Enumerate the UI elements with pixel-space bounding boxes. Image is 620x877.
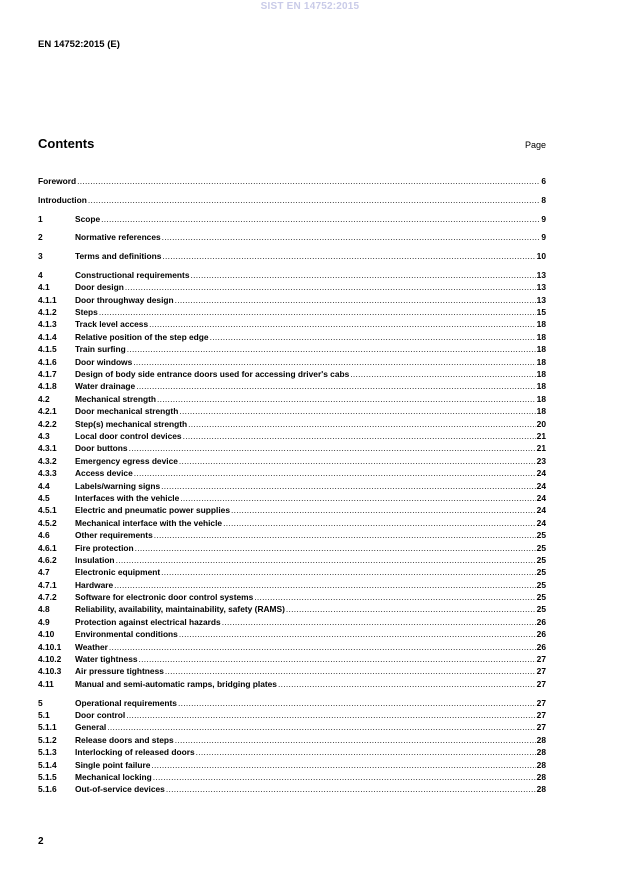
toc-entry-page: 26 <box>536 629 546 640</box>
toc-entry[interactable] <box>38 759 546 771</box>
toc-entry-page: 18 <box>536 406 546 417</box>
toc-entry-page: 6 <box>541 176 546 186</box>
toc-entry-page: 13 <box>536 294 546 305</box>
toc-entry-number: 4.6.2 <box>38 554 57 565</box>
toc-entry[interactable] <box>38 430 546 442</box>
toc-entry-page: 24 <box>536 505 546 516</box>
toc-dot-leader <box>196 746 536 758</box>
toc-entry-page: 25 <box>536 592 546 603</box>
toc-entry-number: 5.1 <box>38 709 50 720</box>
toc-entry-page: 28 <box>536 747 546 758</box>
toc-entry-title: Mechanical interface with the vehicle <box>75 517 223 528</box>
toc-entry-number: 4.2.2 <box>38 418 57 429</box>
toc-entry[interactable] <box>38 771 546 783</box>
toc-entry[interactable] <box>38 368 546 380</box>
toc-entry[interactable] <box>38 331 546 343</box>
toc-dot-leader <box>350 368 535 380</box>
toc-dot-leader <box>179 405 535 417</box>
toc-entry-number: 4.1 <box>38 282 50 293</box>
toc-entry[interactable] <box>38 269 546 281</box>
toc-entry[interactable] <box>38 418 546 430</box>
toc-dot-leader <box>222 616 536 628</box>
toc-entry-number: 4.11 <box>38 678 54 689</box>
toc-entry[interactable] <box>38 746 546 758</box>
toc-entry-title: Software for electronic door control systems <box>75 592 254 603</box>
toc-dot-leader <box>231 504 536 516</box>
toc-entry-title: Constructional requirements <box>75 269 190 280</box>
toc-dot-leader <box>180 492 535 504</box>
toc-entry-number: 5.1.3 <box>38 747 57 758</box>
toc-entry-page: 27 <box>536 709 546 720</box>
toc-entry-title: Door windows <box>75 356 133 367</box>
table-of-contents <box>38 175 546 796</box>
toc-entry-number: 4.3.1 <box>38 443 57 454</box>
toc-entry-title: Water drainage <box>75 381 136 392</box>
toc-dot-leader <box>136 380 535 392</box>
toc-entry-page: 25 <box>536 554 546 565</box>
toc-entry[interactable] <box>38 467 546 479</box>
toc-entry-page: 25 <box>536 579 546 590</box>
toc-entry[interactable] <box>38 616 546 628</box>
toc-dot-leader <box>175 294 536 306</box>
toc-entry-number: 4.1.7 <box>38 369 57 380</box>
toc-entry-title: Interlocking of released doors <box>75 747 195 758</box>
toc-entry-title: Environmental conditions <box>75 629 178 640</box>
toc-dot-leader <box>161 566 536 578</box>
toc-entry-number: 4 <box>38 269 43 280</box>
toc-entry-page: 25 <box>536 530 546 541</box>
toc-dot-leader <box>178 697 536 709</box>
toc-entry[interactable] <box>38 380 546 392</box>
toc-entry-number: 4.1.4 <box>38 331 57 342</box>
toc-entry[interactable] <box>38 213 546 225</box>
toc-entry[interactable] <box>38 281 546 293</box>
toc-entry-title: Interfaces with the vehicle <box>75 492 180 503</box>
toc-entry-title: Door control <box>75 709 126 720</box>
toc-entry-title: Air pressure tightness <box>75 666 164 677</box>
toc-entry-page: 27 <box>536 697 546 708</box>
toc-entry-title: Mechanical locking <box>75 771 152 782</box>
toc-entry-title: Track level access <box>75 319 149 330</box>
toc-entry-page: 27 <box>536 666 546 677</box>
toc-entry-number: 5.1.5 <box>38 771 57 782</box>
toc-entry[interactable] <box>38 628 546 640</box>
toc-entry-number: 4.3.2 <box>38 455 57 466</box>
toc-entry-number: 4.7 <box>38 567 50 578</box>
toc-entry-page: 9 <box>541 213 546 224</box>
toc-entry-number: 5.1.2 <box>38 734 57 745</box>
toc-entry-title: Foreword <box>38 176 77 186</box>
toc-entry-number: 4.1.8 <box>38 381 57 392</box>
toc-entry-number: 4.2.1 <box>38 406 57 417</box>
toc-entry[interactable] <box>38 393 546 405</box>
toc-entry-number: 2 <box>38 232 43 243</box>
toc-entry[interactable] <box>38 653 546 665</box>
toc-dot-leader <box>135 542 536 554</box>
toc-entry-number: 4.10.1 <box>38 641 62 652</box>
toc-entry-page: 21 <box>536 443 546 454</box>
toc-dot-leader <box>175 734 536 746</box>
toc-entry-page: 28 <box>536 784 546 795</box>
toc-entry-page: 28 <box>536 734 546 745</box>
toc-entry[interactable] <box>38 492 546 504</box>
toc-entry-page: 18 <box>536 356 546 367</box>
toc-dot-leader <box>154 529 536 541</box>
watermark: SIST EN 14752:2015 <box>260 1 360 12</box>
toc-entry-page: 27 <box>536 722 546 733</box>
toc-dot-leader <box>183 430 536 442</box>
toc-dot-leader <box>133 356 535 368</box>
toc-entry-title: Train surfing <box>75 344 126 355</box>
toc-dot-leader <box>162 250 535 262</box>
toc-entry-number: 4.8 <box>38 604 50 615</box>
toc-entry-page: 13 <box>536 282 546 293</box>
toc-entry-title: Other requirements <box>75 530 153 541</box>
toc-entry-number: 4.9 <box>38 616 50 627</box>
toc-entry-number: 4.6 <box>38 530 50 541</box>
toc-entry-page: 21 <box>536 430 546 441</box>
toc-dot-leader <box>129 442 536 454</box>
toc-entry-title: Terms and definitions <box>75 251 162 262</box>
toc-entry-number: 4.5 <box>38 492 50 503</box>
toc-entry-page: 18 <box>536 319 546 330</box>
toc-entry-page: 13 <box>536 269 546 280</box>
toc-entry-page: 28 <box>536 771 546 782</box>
toc-entry[interactable] <box>38 591 546 603</box>
toc-entry-page: 18 <box>536 393 546 404</box>
toc-entry[interactable] <box>38 709 546 721</box>
toc-dot-leader <box>107 721 535 733</box>
toc-entry-title: Relative position of the step edge <box>75 331 209 342</box>
toc-entry-page: 18 <box>536 381 546 392</box>
toc-entry-title: Introduction <box>38 194 87 205</box>
page-number: 2 <box>38 836 44 847</box>
toc-entry-title: Step(s) mechanical strength <box>75 418 188 429</box>
toc-entry-title: Reliability, availability, maintainability, safety (RAMS) <box>75 604 285 615</box>
toc-dot-leader <box>179 455 536 467</box>
toc-entry[interactable] <box>38 665 546 677</box>
toc-entry-page: 25 <box>536 604 546 615</box>
toc-entry[interactable] <box>38 721 546 733</box>
toc-entry[interactable] <box>38 405 546 417</box>
toc-entry-page: 20 <box>536 418 546 429</box>
document-id: EN 14752:2015 (E) <box>38 39 120 50</box>
toc-entry[interactable] <box>38 175 546 187</box>
toc-dot-leader <box>139 653 536 665</box>
toc-dot-leader <box>99 306 536 318</box>
toc-entry[interactable] <box>38 480 546 492</box>
toc-entry-page: 27 <box>536 654 546 665</box>
toc-entry[interactable] <box>38 250 546 262</box>
toc-entry[interactable] <box>38 603 546 615</box>
toc-entry[interactable] <box>38 697 546 709</box>
toc-entry-title: Fire protection <box>75 542 134 553</box>
toc-entry-title: Hardware <box>75 579 114 590</box>
toc-entry-number: 4.10 <box>38 629 55 640</box>
toc-dot-leader <box>88 194 540 206</box>
toc-entry[interactable] <box>38 783 546 795</box>
toc-dot-leader <box>162 231 541 243</box>
toc-entry-number: 4.3 <box>38 430 50 441</box>
toc-entry-title: Mechanical strength <box>75 393 156 404</box>
toc-entry-number: 4.1.5 <box>38 344 57 355</box>
toc-entry-page: 10 <box>536 251 546 262</box>
toc-entry-number: 5 <box>38 697 43 708</box>
toc-dot-leader <box>278 678 536 690</box>
toc-entry[interactable] <box>38 554 546 566</box>
toc-entry-number: 4.3.3 <box>38 468 57 479</box>
toc-entry-title: General <box>75 722 107 733</box>
toc-entry[interactable] <box>38 455 546 467</box>
toc-entry-title: Door throughway design <box>75 294 174 305</box>
toc-entry[interactable] <box>38 678 546 690</box>
toc-entry-title: Electronic equipment <box>75 567 161 578</box>
toc-entry-number: 4.5.1 <box>38 505 57 516</box>
toc-entry-page: 8 <box>541 194 546 205</box>
toc-entry-number: 4.10.2 <box>38 654 62 665</box>
contents-title: Contents <box>38 136 95 151</box>
toc-entry-title: Local door control devices <box>75 430 182 441</box>
toc-entry-number: 4.6.1 <box>38 542 57 553</box>
toc-entry-number: 5.1.1 <box>38 722 57 733</box>
toc-entry[interactable] <box>38 579 546 591</box>
toc-entry-number: 4.7.1 <box>38 579 57 590</box>
toc-entry-title: Access device <box>75 468 133 479</box>
toc-entry[interactable] <box>38 442 546 454</box>
toc-entry-title: Protection against electrical hazards <box>75 616 221 627</box>
toc-entry[interactable] <box>38 343 546 355</box>
toc-entry-title: Water tightness <box>75 654 138 665</box>
toc-entry-page: 24 <box>536 492 546 503</box>
toc-entry[interactable] <box>38 641 546 653</box>
toc-dot-leader <box>101 213 540 225</box>
toc-entry-number: 4.1.3 <box>38 319 57 330</box>
toc-entry-page: 18 <box>536 369 546 380</box>
toc-dot-leader <box>286 603 536 615</box>
toc-dot-leader <box>223 517 536 529</box>
toc-entry-page: 18 <box>536 331 546 342</box>
toc-entry-page: 23 <box>536 455 546 466</box>
toc-entry-title: Electric and pneumatic power supplies <box>75 505 230 516</box>
toc-entry-page: 25 <box>536 542 546 553</box>
toc-entry-page: 25 <box>536 567 546 578</box>
toc-entry-title: Operational requirements <box>75 697 177 708</box>
toc-entry-page: 27 <box>536 678 546 689</box>
toc-entry-title: Weather <box>75 641 108 652</box>
toc-entry-number: 4.10.3 <box>38 666 62 677</box>
toc-entry-page: 28 <box>536 759 546 770</box>
toc-entry-title: Insulation <box>75 554 115 565</box>
toc-entry-page: 24 <box>536 517 546 528</box>
toc-dot-leader <box>190 269 535 281</box>
toc-entry-title: Single point failure <box>75 759 151 770</box>
toc-entry-title: Out-of-service devices <box>75 784 165 795</box>
toc-entry[interactable] <box>38 504 546 516</box>
toc-dot-leader <box>134 467 536 479</box>
toc-entry-page: 15 <box>536 307 546 318</box>
toc-entry-page: 9 <box>541 232 546 243</box>
toc-entry[interactable] <box>38 566 546 578</box>
toc-entry[interactable] <box>38 231 546 243</box>
toc-dot-leader <box>116 554 536 566</box>
toc-dot-leader <box>210 331 536 343</box>
toc-entry-title: Steps <box>75 307 98 318</box>
toc-entry-title: Release doors and steps <box>75 734 174 745</box>
toc-entry-page: 18 <box>536 344 546 355</box>
toc-entry-number: 1 <box>38 213 43 224</box>
toc-entry[interactable] <box>38 529 546 541</box>
toc-entry-title: Manual and semi-automatic ramps, bridging plates <box>75 678 277 689</box>
toc-entry[interactable] <box>38 294 546 306</box>
toc-dot-leader <box>188 418 536 430</box>
toc-entry-number: 4.2 <box>38 393 50 404</box>
toc-dot-leader <box>157 393 536 405</box>
toc-dot-leader <box>165 665 536 677</box>
toc-entry[interactable] <box>38 517 546 529</box>
toc-entry[interactable] <box>38 318 546 330</box>
toc-entry-page: 24 <box>536 480 546 491</box>
toc-entry-number: 4.1.2 <box>38 307 57 318</box>
toc-entry-title: Emergency egress device <box>75 455 178 466</box>
toc-entry-number: 4.5.2 <box>38 517 57 528</box>
toc-entry-title: Design of body side entrance doors used for accessing driver's cabs <box>75 369 350 380</box>
toc-entry[interactable] <box>38 306 546 318</box>
toc-entry-number: 4.1.1 <box>38 294 57 305</box>
toc-dot-leader <box>254 591 535 603</box>
toc-entry-title: Scope <box>75 213 101 224</box>
toc-dot-leader <box>126 709 535 721</box>
toc-entry[interactable] <box>38 356 546 368</box>
toc-dot-leader <box>149 318 536 330</box>
toc-dot-leader <box>166 783 536 795</box>
toc-dot-leader <box>151 759 535 771</box>
toc-entry-page: 26 <box>536 641 546 652</box>
toc-entry-number: 4.4 <box>38 480 50 491</box>
toc-entry[interactable] <box>38 194 546 206</box>
toc-dot-leader <box>125 281 536 293</box>
toc-entry-title: Door mechanical strength <box>75 406 179 417</box>
toc-entry-title: Door design <box>75 282 124 293</box>
toc-entry-number: 5.1.6 <box>38 784 57 795</box>
toc-entry-page: 26 <box>536 616 546 627</box>
toc-entry[interactable] <box>38 734 546 746</box>
toc-entry-number: 5.1.4 <box>38 759 57 770</box>
toc-dot-leader <box>114 579 536 591</box>
toc-dot-leader <box>127 343 536 355</box>
toc-dot-leader <box>153 771 536 783</box>
toc-entry-page: 24 <box>536 468 546 479</box>
toc-entry-number: 4.7.2 <box>38 592 57 603</box>
page-column-label: Page <box>524 140 546 150</box>
toc-entry-title: Door buttons <box>75 443 128 454</box>
toc-entry[interactable] <box>38 542 546 554</box>
toc-dot-leader <box>161 480 536 492</box>
toc-dot-leader <box>77 175 540 187</box>
toc-entry-title: Normative references <box>75 232 161 243</box>
toc-dot-leader <box>179 628 536 640</box>
toc-entry-title: Labels/warning signs <box>75 480 161 491</box>
toc-entry-number: 3 <box>38 251 43 262</box>
toc-entry-number: 4.1.6 <box>38 356 57 367</box>
toc-dot-leader <box>109 641 536 653</box>
